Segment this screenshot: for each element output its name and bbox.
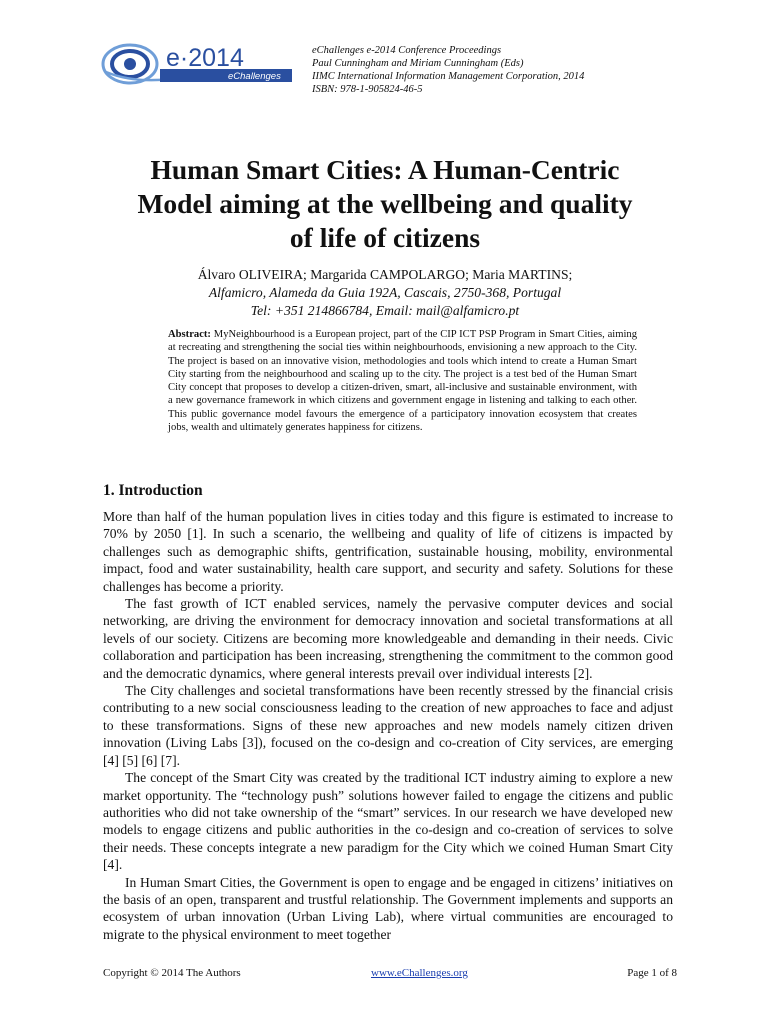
- body-paragraph: The concept of the Smart City was created by the traditional ICT industry aiming to explore a new market opportunity. The “technology push” solutions however failed to engage the citizens and public authorities who did not take ownership of the “smart” services. In our research we have developed new models to engage citizens and public authorities in the co-design and co-creation of services to solve their needs. These concepts integrate a new paradigm for the City which we coined Human Smart City [4].: [103, 770, 673, 873]
- paper-title: [90, 153, 680, 255]
- body-paragraph: More than half of the human population lives in cities today and this figure is estimated to increase to 70% by 2050 [1]. In such a scenario, the wellbeing and quality of life of citizens is impacted by challenges such as demographic shifts, gentrification, sustainable housing, mobility, environmental impact, food and water sustainability, health care support, and security and safety. Solutions for these challenges has become a priority.: [103, 509, 673, 594]
- abstract-label: Abstract:: [168, 329, 211, 340]
- header-line: IIMC International Information Management Corporation, 2014: [312, 71, 585, 82]
- author-block: [100, 266, 670, 320]
- conference-logo: [100, 42, 296, 86]
- footer-page-number: Page 1 of 8: [627, 967, 677, 979]
- echallenges-logo-icon: [100, 42, 296, 86]
- header-line: Paul Cunningham and Miriam Cunningham (Eds): [312, 58, 524, 69]
- abstract-text: MyNeighbourhood is a European project, part of the CIP ICT PSP Program in Smart Cities, aiming at recreating and strengthening the social ties within neighbourhoods, envisioning a new approach to the City. The project is based on an innovative vision, methodologies and tools which intend to create a Human Smart City starting from the neighbourhood and scaling up to the city. The project is a test bed of the Human Smart City concept that proposes to develop a citizen-driven, smart, all-inclusive and sustainable environment, with a new governance framework in which citizens and government engage in listening and talking to each other. This public governance model favours the emergence of a participatory innovation ecosystem that creates jobs, wealth and ultimately generates happiness for citizens.: [168, 329, 637, 433]
- title-line: of life of citizens: [289, 222, 481, 253]
- header-line: eChallenges e-2014 Conference Proceedings: [312, 45, 502, 56]
- logo-main-text: e·2014: [166, 44, 244, 72]
- section-body: [103, 508, 673, 943]
- author-affiliation: Alfamicro, Alameda da Guia 192A, Cascais, 2750-368, Portugal: [208, 285, 562, 300]
- logo-sub-text: eChallenges: [228, 71, 281, 82]
- section-heading: 1. Introduction: [103, 482, 203, 499]
- header-line: ISBN: 978-1-905824-46-5: [312, 84, 423, 95]
- title-line: Human Smart Cities: A Human-Centric: [150, 154, 620, 185]
- author-names: Álvaro OLIVEIRA; Margarida CAMPOLARGO; Maria MARTINS;: [197, 267, 573, 282]
- page-footer: [103, 967, 677, 983]
- author-contact: Tel: +351 214866784, Email: mail@alfamicro.pt: [250, 303, 520, 318]
- footer-copyright: Copyright © 2014 The Authors: [103, 967, 241, 979]
- abstract: [168, 328, 637, 434]
- title-line: Model aiming at the wellbeing and quality: [137, 188, 633, 219]
- body-paragraph: The fast growth of ICT enabled services, namely the pervasive computer devices and social networking, are driving the environment for democracy innovation and societal transformations at all levels of our society. Citizens are becoming more knowledgeable and demanding in their needs. Civic collaboration and participation has been increasing, strengthening the commitment to the common good and the democratic dynamics, where general interests prevail over individual interests [2].: [103, 596, 673, 681]
- body-paragraph: In Human Smart Cities, the Government is open to engage and be engaged in citizens’ initiatives on the basis of an open, transparent and trustful relationship. The Government implements and supports an ecosystem of urban innovation (Urban Living Lab), where virtual communities are encouraged to migrate to the physical environment to meet together: [103, 874, 673, 942]
- footer-website-link[interactable]: www.eChallenges.org: [371, 967, 468, 979]
- body-paragraph: The City challenges and societal transformations have been recently stressed by the financial crisis contributing to a new social consciousness leading to the creation of new approaches to face and adjust to these transformations. Signs of these new approaches and new models namely citizen driven innovation (Living Labs [3]), focused on the co-design and co-creation of City services, are emerging [4] [5] [6] [7].: [103, 683, 673, 768]
- proceedings-header: [312, 44, 712, 96]
